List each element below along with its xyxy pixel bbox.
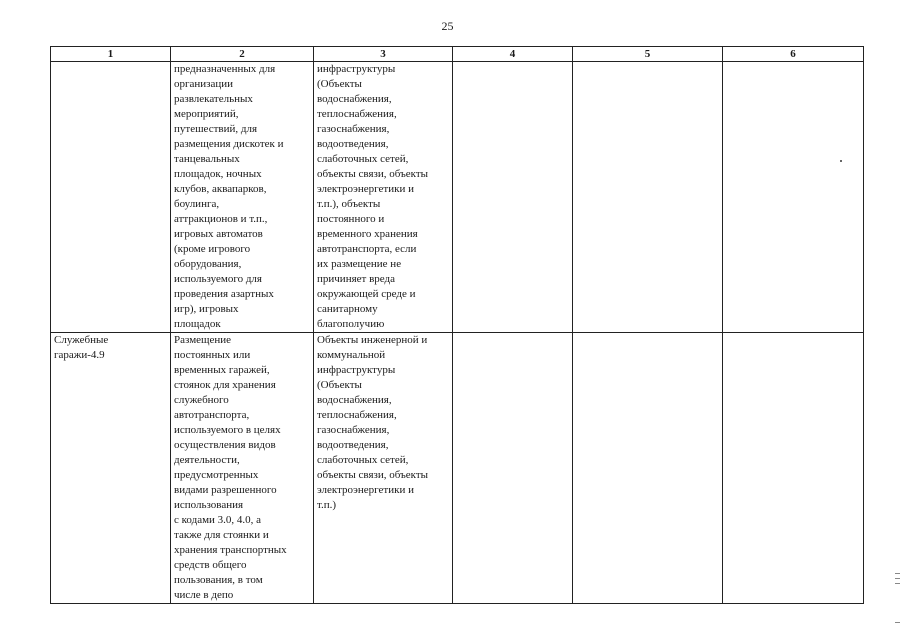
table-cell [453,62,573,333]
table-cell [51,333,171,604]
table-cell [573,62,723,333]
table-cell [314,333,453,604]
column-header-2: 2 [171,47,314,62]
table-row [51,333,864,604]
column-header-1: 1 [51,47,171,62]
column-header-6: 6 [723,47,864,62]
table-cell [723,333,864,604]
table-cell [723,62,864,333]
column-header-4: 4 [453,47,573,62]
use-description: предназначенных для организации развлекательных мероприятий, путешествий, для размещения дискотек и танцевальных площадок, ночных клубов, аквапарков, боулинга, аттракционов и т.п., игровых автоматов (кроме игрового оборудования, используемого для проведения азартных игр), игровых площадок [174,63,284,330]
table-cell [171,62,314,333]
table-cell [573,333,723,604]
column-header-3: 3 [314,47,453,62]
table-header-row [51,47,864,62]
table-cell [171,333,314,604]
page-number: 25 [441,19,454,33]
scan-edge-mark [895,578,900,579]
column-header-5: 5 [573,47,723,62]
table-cell [51,62,171,333]
table-cell [314,62,453,333]
table-cell [453,333,573,604]
scan-edge-mark [895,573,900,574]
land-use-table [50,46,864,604]
scan-edge-mark [895,622,900,623]
table-row [51,62,864,333]
scan-artifact [840,160,842,162]
use-type-name: Служебные гаражи-4.9 [54,334,109,361]
permitted-objects: Объекты инженерной и коммунальной инфраструктуры (Объекты водоснабжения, теплоснабжения, газоснабжения, водоотведения, слаботочных сетей, объекты связи, объекты электроэнергетики и т.п.) [317,334,429,511]
permitted-objects: инфраструктуры (Объекты водоснабжения, теплоснабжения, газоснабжения, водоотведения, слаботочных сетей, объекты связи, объекты электроэнергетики и т.п.), объекты постоянного и временного хранения автотранспорта, если их размещение не причиняет вреда окружающей среде и санитарному благополучию [317,63,429,330]
scan-edge-mark [895,583,900,584]
use-description: Размещение постоянных или временных гаражей, стоянок для хранения служебного автотранспорта, используемого в целях осуществления видов деятельности, предусмотренных видами разрешенного использования с кодами 3.0, 4.0, а также для стоянки и хранения транспортных средств общего пользования, в том числе в депо [174,334,287,601]
